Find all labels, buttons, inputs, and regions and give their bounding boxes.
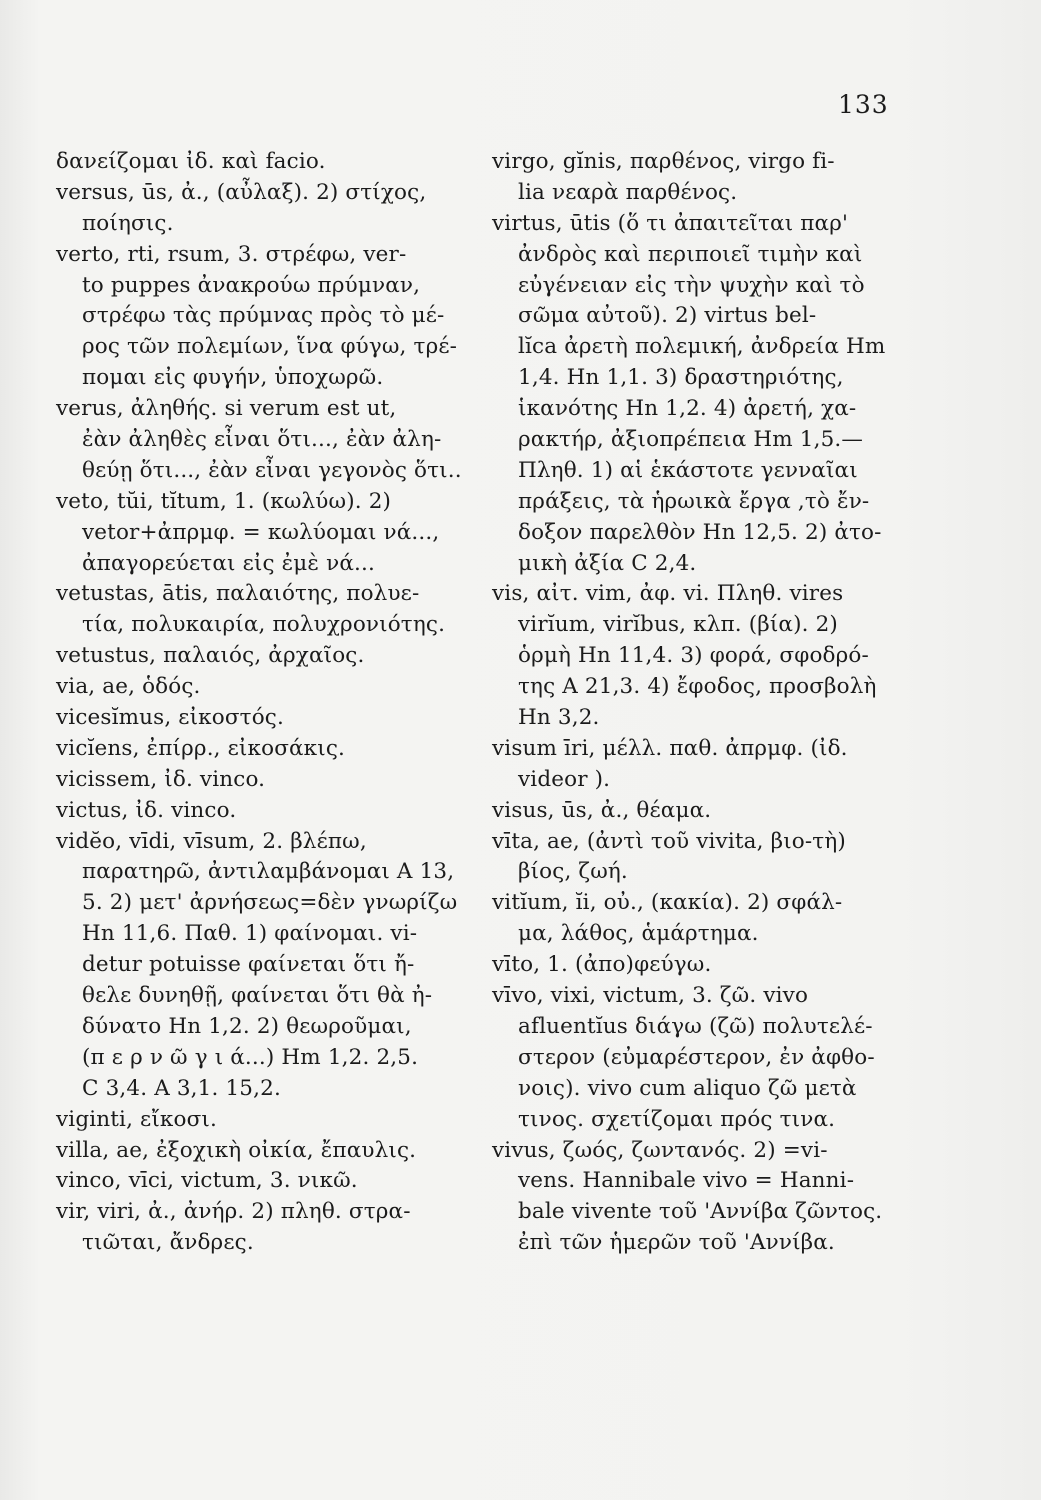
entry-headword-line: virgo, gĭnis, παρθένος, virgo fi- (492, 149, 835, 174)
entry-headword-line: vīvo, vixi, victum, 3. ζῶ. vivo (492, 983, 809, 1009)
entry-continuation-line: στερον (εὐμαρέστερον, ἐν ἀφθο- (518, 1044, 875, 1070)
entry-continuation-line: videor ). (518, 766, 611, 792)
entry-headword-line: vinco, vīci, victum, 3. νικῶ. (56, 1168, 358, 1194)
entry-continuation-line: της Α 21,3. 4) ἔφοδος, προσβολὴ (518, 674, 877, 700)
entry-headword-line: vivus, ζωός, ζωντανός. 2) =vi- (492, 1137, 828, 1163)
entry-continuation-line: πομαι εἰς φυγήν, ὑποχωρῶ. (82, 365, 384, 391)
entry-continuation-line: στρέφω τὰς πρύμνας πρὸς τὸ μέ- (82, 303, 445, 329)
entry-headword-line: virtus, ūtis (ὅ τι ἀπαιτεῖται παρ' (492, 210, 849, 236)
entry-continuation-line: C 3,4. Α 3,1. 15,2. (82, 1075, 281, 1101)
entry-headword-line: verto, rti, rsum, 3. στρέφω, ver- (56, 241, 407, 267)
entry-headword-line: δανείζομαι ἰδ. καὶ facio. (56, 149, 326, 174)
entry-continuation-line: δοξον παρελθὸν Ηn 12,5. 2) ἀτο- (518, 519, 882, 545)
entry-headword-line: visum īri, μέλλ. παθ. ἀπρμφ. (ἰδ. (492, 735, 848, 761)
entry-headword-line: via, ae, ὁδός. (56, 674, 201, 700)
entry-continuation-line: τινος. σχετίζομαι πρός τινα. (518, 1106, 836, 1132)
entry-continuation-line: νοις). vivo cum aliquo ζῶ μετὰ (518, 1075, 857, 1101)
entry-continuation-line: (π ε ρ ν ῶ γ ι ά...) Ηm 1,2. 2,5. (82, 1044, 419, 1070)
left-column (56, 147, 476, 1259)
entry-continuation-line: δύνατο Ηn 1,2. 2) θεωροῦμαι, (82, 1013, 412, 1039)
entry-headword-line: villa, ae, ἐξοχικὴ οἰκία, ἔπαυλις. (56, 1137, 417, 1163)
entry-continuation-line: ρακτήρ, ἀξιοπρέπεια Ηm 1,5.— (518, 427, 864, 453)
entry-headword-line: vidĕo, vīdi, vīsum, 2. βλέπω, (56, 828, 367, 854)
entry-headword-line: victus, ἰδ. vinco. (56, 797, 237, 823)
right-column (492, 147, 922, 1259)
entry-continuation-line: vetor+ἀπρμφ. = κωλύομαι νά..., (82, 519, 440, 545)
entry-continuation-line: Πληθ. 1) αἱ ἑκάστοτε γενναῖαι (518, 457, 858, 483)
entry-headword-line: vicĭens, ἐπίρρ., εἰκοσάκις. (56, 735, 346, 761)
entry-continuation-line: παρατηρῶ, ἀντιλαμβάνομαι Α 13, (82, 859, 455, 885)
entry-continuation-line: Ηn 11,6. Παθ. 1) φαίνομαι. vi- (82, 921, 418, 947)
entry-continuation-line: θελε δυνηθῇ, φαίνεται ὅτι θὰ ἠ- (82, 983, 433, 1009)
entry-continuation-line: vens. Hannibale vivo = Hanni- (518, 1168, 855, 1194)
entry-headword-line: vitĭum, ĭi, οὐ., (κακία). 2) σφάλ- (492, 890, 843, 916)
entry-headword-line: vis, αἰτ. vim, ἀφ. vi. Πληθ. vires (492, 581, 844, 607)
entry-continuation-line: πράξεις, τὰ ἡρωικὰ ἔργα ,τὸ ἔν- (518, 488, 870, 514)
entry-continuation-line: Ηn 3,2. (518, 705, 600, 731)
entry-headword-line: vetustus, παλαιός, ἀρχαῖος. (56, 643, 365, 669)
entry-continuation-line: τία, πολυκαιρία, πολυχρονιότης. (82, 612, 446, 638)
entry-continuation-line: μικὴ ἀξία C 2,4. (518, 550, 697, 576)
entry-headword-line: vicesĭmus, εἰκοστός. (56, 705, 284, 731)
entry-headword-line: verus, ἀληθής. si verum est ut, (56, 396, 397, 422)
entry-headword-line: vicissem, ἰδ. vinco. (56, 766, 266, 792)
entry-headword-line: vīta, ae, (ἀντὶ τοῦ vivita, βιο-τὴ) (492, 828, 846, 854)
entry-continuation-line: to puppes ἀνακρούω πρύμναν, (82, 272, 421, 298)
entry-continuation-line: ἐὰν ἀληθὲς εἶναι ὅτι..., ἐὰν ἀλη- (82, 427, 442, 453)
entry-headword-line: vir, viri, ἀ., ἀνήρ. 2) πληθ. στρα- (56, 1199, 411, 1225)
entry-headword-line: visus, ūs, ἀ., θέαμα. (492, 797, 712, 823)
entry-continuation-line: lĭca ἀρετὴ πολεμική, ἀνδρεία Ηm (518, 334, 886, 360)
entry-continuation-line: ὁρμὴ Ηn 11,4. 3) φορά, σφοδρό- (518, 643, 869, 669)
entry-headword-line: vetustas, ātis, παλαιότης, πολυε- (56, 581, 420, 607)
entry-continuation-line: βίος, ζωή. (518, 859, 628, 885)
entry-continuation-line: bale vivente τοῦ 'Αννίβα ζῶντος. (518, 1199, 883, 1225)
entry-continuation-line: μα, λάθος, ἁμάρτημα. (518, 921, 759, 947)
entry-continuation-line: 1,4. Ηn 1,1. 3) δραστηριότης, (518, 365, 844, 391)
entry-continuation-line: lia νεαρὰ παρθένος. (518, 179, 738, 205)
entry-continuation-line: virĭum, virĭbus, κλπ. (βία). 2) (518, 612, 838, 638)
entry-headword-line: vīto, 1. (ἀπο)φεύγω. (492, 952, 712, 978)
entry-continuation-line: ἀνδρὸς καὶ περιποιεῖ τιμὴν καὶ (518, 241, 863, 267)
entry-continuation-line: detur potuisse φαίνεται ὅτι ἤ- (82, 952, 415, 978)
entry-continuation-line: 5. 2) μετ' ἀρνήσεως=δὲν γνωρίζω (82, 890, 458, 916)
entry-continuation-line: θεύῃ ὅτι..., ἐὰν εἶναι γεγονὸς ὅτι.. (82, 457, 462, 483)
entry-headword-line: veto, tŭi, tĭtum, 1. (κωλύω). 2) (56, 488, 392, 514)
entry-continuation-line: ρος τῶν πολεμίων, ἵνα φύγω, τρέ- (82, 334, 458, 360)
entry-headword-line: versus, ūs, ἀ., (αὖλαξ). 2) στίχος, (56, 179, 427, 205)
entry-continuation-line: σῶμα αὐτοῦ). 2) virtus bel- (518, 303, 817, 329)
entry-continuation-line: εὐγένειαν εἰς τὴν ψυχὴν καὶ τὸ (518, 272, 865, 298)
entry-continuation-line: τιῶται, ἄνδρες. (82, 1230, 254, 1256)
entry-continuation-line: ἱκανότης Ηn 1,2. 4) ἀρετή, χα- (518, 396, 857, 422)
entry-continuation-line: ἐπὶ τῶν ἡμερῶν τοῦ 'Αννίβα. (518, 1230, 835, 1256)
entry-continuation-line: afluentĭus διάγω (ζῶ) πολυτελέ- (518, 1013, 873, 1039)
entry-continuation-line: ἀπαγορεύεται εἰς ἐμὲ νά... (82, 550, 375, 576)
entry-continuation-line: ποίησις. (82, 210, 174, 236)
page-number: 133 (838, 90, 889, 119)
entry-headword-line: viginti, εἴκοσι. (56, 1106, 217, 1132)
